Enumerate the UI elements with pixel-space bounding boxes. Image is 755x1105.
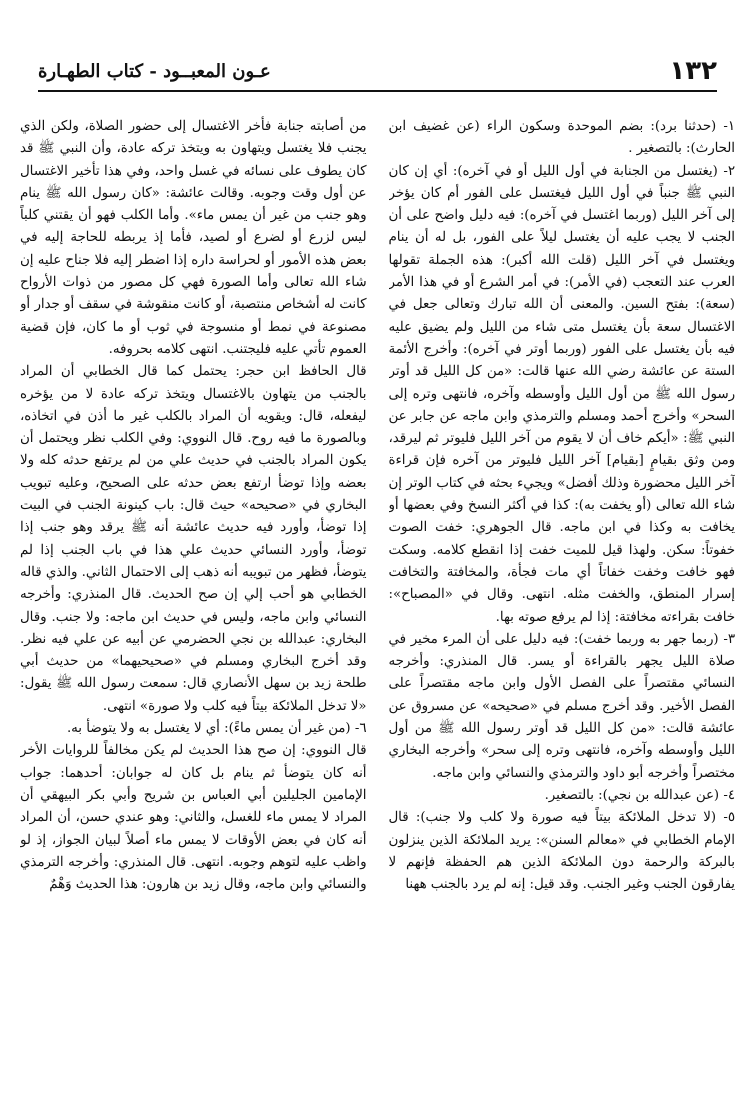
paragraph-ibn-hajar: قال الحافظ ابن حجر: يحتمل كما قال الخطابي أن المراد بالجنب من يتهاون بالاغتسال ويتخذ تركه عادة لا من يؤخره ليفعله، قال: ويقويه أن المراد بالكلب غير ما أذن في اتخاذه، وبالصورة ما فيه روح. قال النووي: وفي الكلب نظر ويحتمل أن يكون المراد بالجنب في حديث علي من لم يرتفع حدثه كله ولا بعضه وإذا توضأ ارتفع بعض حدثه على الصحيح، وعليه تبويب البخاري في «صحيحه» حيث قال: باب كينونة الجنب في البيت إذا توضأ، وأورد فيه حديث عائشة أنه ﷺ يرقد وهو جنب إذا توضأ، وأورد النسائي حديث علي هذا في باب الجنب إذا لم يتوضأ، فظهر من تبويبه أنه ذهب إلى الاحتمال الثاني. والذي قاله الخطابي هو أحب إلي إن صح الحديث. قال المنذري: وأخرجه النسائي وابن ماجه، وليس في حديث ابن ماجه: ولا جنب. وقال البخاري: عبدالله بن نجي الحضرمي عن أبيه عن علي فيه نظر. وقد أخرج البخاري ومسلم في «صحيحيهما» من حديث أبي طلحة زيد بن سهل الأنصاري قال: سمعت رسول الله ﷺ يقول: «لا تدخل الملائكة بيتاً فيه كلب ولا صورة» انتهى. — [20, 364, 367, 714]
footnote-2: ٢- (يغتسل من الجنابة في أول الليل أو في آخره): أي إن كان النبي ﷺ جنباً في أول الليل فيغتسل على الفور أم كان يؤخر إلى آخر الليل (وربما اغتسل في آخره): فيه دليل واضح على أن الجنب لا يجب عليه أن يغتسل ليلاً على الفور، بل له أن ينام ويغتسل في آخر الليل (قلت الله أكبر): هذه الجملة تقولها العرب عند التعجب (في الأمر): في أمر الشرع أو في هذا الأمر (سعة): بفتح السين. والمعنى أن الله تبارك وتعالى جعل في الاغتسال سعة بأن يغتسل متى شاء من الليل ولم يضيق عليه فيه بأن يغتسل على الفور (وربما أوتر في آخره): وأخرج الأئمة الستة عن عائشة رضي الله عنها قالت: «من كل الليل قد أوتر رسول الله ﷺ من أول الليل وأوسطه وآخره، فانتهى وتره إلى السحر» وأخرج أحمد ومسلم والترمذي وابن ماجه عن جابر عن النبي ﷺ: «أيكم خاف أن لا يقوم من آخر الليل فليوتر ثم ليرقد، ومن وثق بقيامٍ [بقيام] آخر الليل فليوتر من آخره فإن قراءة آخر الليل محضورة وذلك أفضل» ويجيء بحثه في كتاب الوتر إن شاء الله تعالى (أو يخفت به): كذا في أكثر النسخ وفي بعضها أو يخافت به وكذا في ابن ماجه. قال الجوهري: خفت الصوت خفوتاً: سكن. ولهذا قيل للميت خفت إذا انقطع كلامه. وسكت فهو خافت وخفت خفاتاً أي مات فجأة، والمخافتة والتخافت إسرار المنطق، والخفت مثله. انتهى. وقال في «المصباح»: خافت بقراءته مخافتة: إذا لم يرفع صوته بها. — [388, 163, 735, 625]
footnote-1: ١- (حدثنا برد): بضم الموحدة وسكون الراء (عن غضيف ابن الحارث): بالتصغير . — [388, 119, 735, 157]
left-column — [20, 116, 367, 1086]
footnote-4: ٤- (عن عبدالله بن نجي): بالتصغير. — [544, 787, 735, 803]
footnote-5: ٥- (لا تدخل الملائكة بيتاً فيه صورة ولا كلب ولا جنب): قال الإمام الخطابي في «معالم السنن»: يريد الملائكة الذين ينزلون بالبركة والرحمة دون الملائكة الذين هم الحفظة فإنهم لا يفارقون الجنب وغير الجنب. وقد قيل: إنه لم يرد بالجنب ههنا — [388, 810, 735, 893]
footnote-3: ٣- (ربما جهر به وربما خفت): فيه دليل على أن المرء مخير في صلاة الليل يجهر بالقراءة أو يسر. قال المنذري: وأخرجه النسائي مقتصراً على الفصل الأول وابن ماجه مقتصراً على الفصل الأخير. وقد أخرج مسلم في «صحيحه» عن مسروق عن عائشة قالت: «من كل الليل قد أوتر رسول الله ﷺ من أول الليل وأوسطه وآخره، فانتهى وتره إلى سحر» وأخرجه البخاري مختصراً وأخرجه أبو داود والترمذي والنسائي وابن ماجه. — [388, 631, 735, 781]
running-title: عـون المعبــود - كتاب الطهـارة — [38, 61, 271, 82]
paragraph-khattabi-continued: من أصابته جنابة فأخر الاغتسال إلى حضور الصلاة، ولكن الذي يجنب فلا يغتسل ويتهاون به ويتخذ تركه عادة، وأن النبي ﷺ قد كان يطوف على نسائه في غسل واحد، وفي هذا تأخير الاغتسال عن أول وقت وجوبه. وقالت عائشة: «كان رسول الله ﷺ ينام وهو جنب من غير أن يمس ماء». وأما الكلب فهو أن يقتني كلباً ليس لزرع أو لضرع أو لصيد، فأما إذ يربطه للحاجة إليه في بعض هذه الأمور أو لحراسة داره إذا اضطر إليه فلا جناح عليه إن شاء الله تعالى وأما الصورة فهي كل مصور من ذوات الأرواح كانت له أشخاص منتصبة، أو كانت منقوشة في سقف أو جدار أو مصنوعة في نمط أو منسوجة في ثوب أو ما كان، فإن قضية العموم تأتي عليه فليجتنب. انتهى كلامه بحروفه. — [20, 119, 367, 357]
header-rule — [38, 90, 717, 92]
footnote-6: ٦- (من غير أن يمس ماءً): أي لا يغتسل به ولا يتوضأ به. — [66, 721, 367, 737]
page-header — [38, 52, 717, 86]
paragraph-nawawi: قال النووي: إن صح هذا الحديث لم يكن مخالفاً للروايات الأخر أنه كان يتوضأ ثم ينام بل كان له جوابان: أحدهما: جواب الإمامين الجليلين أبي العباس بن شريح وأبي بكر البيهقي أن المراد لا يمس ماء للغسل، والثاني: وهو عندي حسن، أن المراد أنه كان في بعض الأوقات لا يمس ماء أصلاً لبيان الجواز، إذ لو واظب عليه لتوهم وجوبه. انتهى. قال المنذري: وأخرجه الترمذي والنسائي وابن ماجه، وقال زيد بن هارون: هذا الحديث وَهْمٌ — [20, 743, 367, 893]
page-number: ١٣٢ — [669, 56, 717, 86]
right-column — [389, 116, 736, 1086]
text-columns — [20, 116, 735, 1086]
